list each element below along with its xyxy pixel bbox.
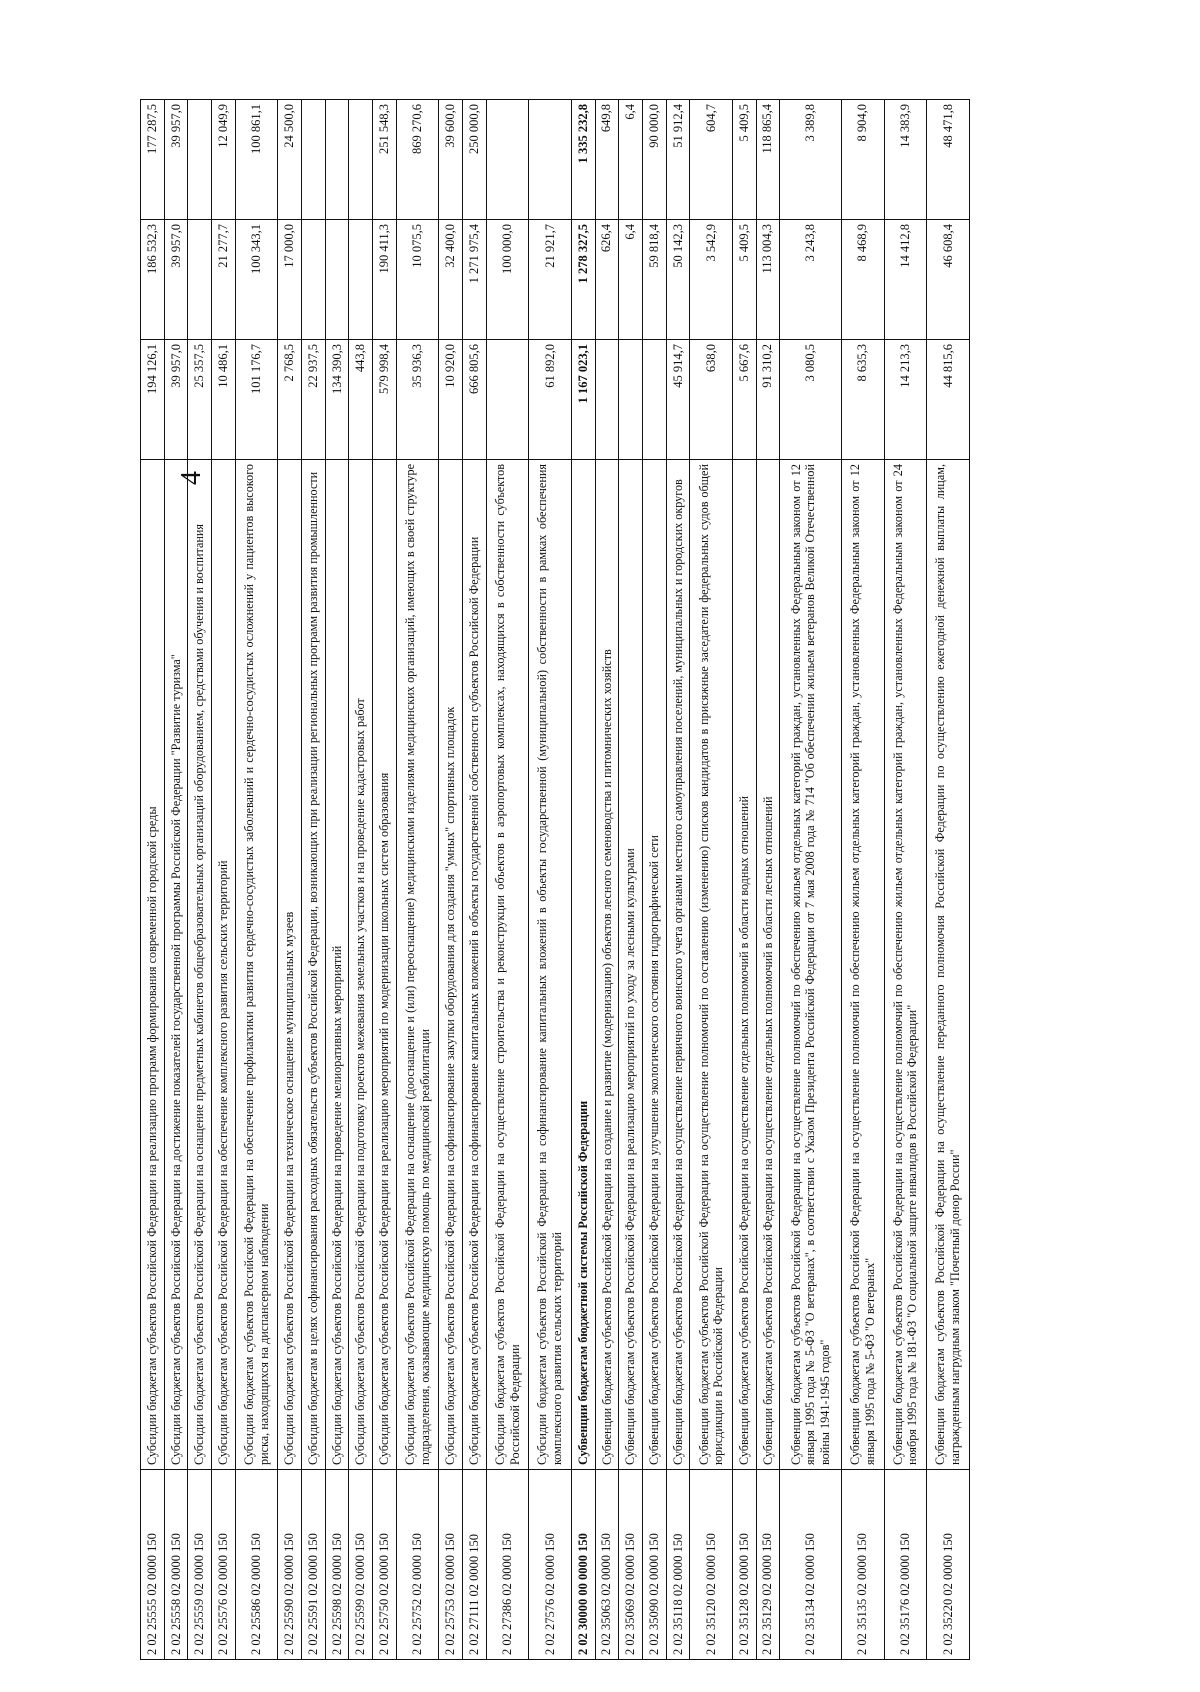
- table-row: [884, 100, 927, 1660]
- description-cell: Субвенции бюджетам субъектов Российской Федерации на осуществление отдельных полномочий в области лесных отношений: [756, 460, 780, 1470]
- budget-code-cell: 2 02 35120 02 0000 150: [690, 1470, 733, 1660]
- description-cell: Субсидии бюджетам в целях софинансирования расходных обязательств субъектов Российской Федерации, возникающих при реализации региональных программ развития промышленности: [302, 460, 326, 1470]
- amount-year2-cell: [188, 220, 212, 340]
- amount-year1-cell: [486, 340, 529, 460]
- description-cell: Субвенции бюджетам субъектов Российской Федерации на осуществление полномочий по обеспечению жильем отдельных категорий граждан, установленных Федеральным законом от 12 января 1995 года № 5-ФЗ "О ветеранах", в соответствии с Указом Президента Российской Федерации от 7 мая 2008 года № 714 "Об обеспечении жильем ветеранов Великой Отечественной войны 1941-1945 годов": [780, 460, 842, 1470]
- amount-year1-cell: 5 667,6: [732, 340, 756, 460]
- amount-year1-cell: [595, 340, 619, 460]
- table-row: [595, 100, 619, 1660]
- amount-year1-cell: 10 486,1: [212, 340, 236, 460]
- table-row: [666, 100, 690, 1660]
- description-cell: Субвенции бюджетам субъектов Российской Федерации на осуществление первичного воинского учета органами местного самоуправления поселений, муниципальных и городских округов: [666, 460, 690, 1470]
- budget-code-cell: 2 02 25555 02 0000 150: [141, 1470, 165, 1660]
- description-cell: Субсидии бюджетам субъектов Российской Федерации на обеспечение профилактики развития сердечно-сосудистых заболеваний и сердечно-сосудистых осложнений у пациентов высокого риска, находящихся на диспансерном наблюдении: [235, 460, 278, 1470]
- budget-code-cell: 2 02 25559 02 0000 150: [188, 1470, 212, 1660]
- description-cell: Субсидии бюджетам субъектов Российской Федерации на оснащение предметных кабинетов общеобразовательных организаций оборудованием, средствами обучения и воспитания: [188, 460, 212, 1470]
- budget-code-cell: 2 02 25590 02 0000 150: [278, 1470, 302, 1660]
- amount-year2-cell: 190 411,3: [373, 220, 397, 340]
- amount-year3-cell: 250 000,0: [463, 100, 487, 220]
- amount-year3-cell: 177 287,5: [141, 100, 165, 220]
- amount-year1-cell: [642, 340, 666, 460]
- amount-year1-cell: 22 937,5: [302, 340, 326, 460]
- table-row: [571, 100, 595, 1660]
- description-cell: Субсидии бюджетам субъектов Российской Федерации на софинансирование капитальных вложений в объекты государственной собственности субъектов Российской Федерации: [463, 460, 487, 1470]
- amount-year1-cell: [619, 340, 643, 460]
- table-row: [780, 100, 842, 1660]
- table-row: [235, 100, 278, 1660]
- amount-year2-cell: 10 075,5: [396, 220, 439, 340]
- table-body: [141, 100, 970, 1660]
- table-row: [732, 100, 756, 1660]
- amount-year2-cell: 1 278 327,5: [571, 220, 595, 340]
- amount-year2-cell: 17 000,0: [278, 220, 302, 340]
- amount-year3-cell: 14 383,9: [884, 100, 927, 220]
- amount-year3-cell: 48 471,8: [927, 100, 970, 220]
- amount-year2-cell: 59 818,4: [642, 220, 666, 340]
- table-row: [212, 100, 236, 1660]
- amount-year3-cell: 649,8: [595, 100, 619, 220]
- amount-year1-cell: 443,8: [349, 340, 373, 460]
- description-cell: Субсидии бюджетам субъектов Российской Федерации на техническое оснащение муниципальных музеев: [278, 460, 302, 1470]
- budget-code-cell: 2 02 27576 02 0000 150: [529, 1470, 572, 1660]
- table-row: [927, 100, 970, 1660]
- amount-year3-cell: 604,7: [690, 100, 733, 220]
- amount-year2-cell: 14 412,8: [884, 220, 927, 340]
- table-row: [373, 100, 397, 1660]
- amount-year1-cell: 10 920,0: [439, 340, 463, 460]
- amount-year3-cell: 24 500,0: [278, 100, 302, 220]
- amount-year3-cell: 51 912,4: [666, 100, 690, 220]
- amount-year1-cell: 666 805,6: [463, 340, 487, 460]
- description-cell: Субвенции бюджетам субъектов Российской Федерации на реализацию мероприятий по уходу за лесными культурами: [619, 460, 643, 1470]
- description-cell: Субвенции бюджетам субъектов Российской Федерации на осуществление переданного полномочия Российской Федерации по осуществлению ежегодной денежной выплаты лицам, награжденным нагрудным знаком "Почетный донор России": [927, 460, 970, 1470]
- budget-code-cell: 2 02 25586 02 0000 150: [235, 1470, 278, 1660]
- description-cell: Субвенции бюджетам субъектов Российской Федерации на осуществление полномочий по составлению (изменению) списков кандидатов в присяжные заседатели федеральных судов общей юрисдикции в Российской Федерации: [690, 460, 733, 1470]
- table-row: [141, 100, 165, 1660]
- description-cell: Субсидии бюджетам субъектов Российской Федерации на софинансирование закупки оборудования для создания "умных" спортивных площадок: [439, 460, 463, 1470]
- amount-year3-cell: 39 957,0: [164, 100, 188, 220]
- description-cell: Субвенции бюджетам субъектов Российской Федерации на улучшение экологического состояния гидрографической сети: [642, 460, 666, 1470]
- budget-code-cell: 2 02 25599 02 0000 150: [349, 1470, 373, 1660]
- amount-year1-cell: 14 213,3: [884, 340, 927, 460]
- description-cell: Субвенции бюджетам субъектов Российской Федерации на создание и развитие (модернизацию) объектов лесного семеноводства и питомнических хозяйств: [595, 460, 619, 1470]
- table-row: [164, 100, 188, 1660]
- amount-year3-cell: 39 600,0: [439, 100, 463, 220]
- budget-code-cell: 2 02 35176 02 0000 150: [884, 1470, 927, 1660]
- table-row: [302, 100, 326, 1660]
- amount-year1-cell: 101 176,7: [235, 340, 278, 460]
- table-row: [463, 100, 487, 1660]
- amount-year2-cell: 113 004,3: [756, 220, 780, 340]
- description-cell: Субсидии бюджетам субъектов Российской Федерации на подготовку проектов межевания земельных участков и на проведение кадастровых работ: [349, 460, 373, 1470]
- amount-year1-cell: 61 892,0: [529, 340, 572, 460]
- amount-year2-cell: 6,4: [619, 220, 643, 340]
- amount-year2-cell: 3 243,8: [780, 220, 842, 340]
- amount-year2-cell: [349, 220, 373, 340]
- budget-revenue-table: [140, 99, 970, 1660]
- amount-year3-cell: 5 409,5: [732, 100, 756, 220]
- amount-year3-cell: 12 049,9: [212, 100, 236, 220]
- amount-year2-cell: 626,4: [595, 220, 619, 340]
- amount-year2-cell: 39 957,0: [164, 220, 188, 340]
- budget-code-cell: 2 02 35063 02 0000 150: [595, 1470, 619, 1660]
- amount-year1-cell: 39 957,0: [164, 340, 188, 460]
- amount-year2-cell: 3 542,9: [690, 220, 733, 340]
- amount-year1-cell: 8 635,3: [842, 340, 885, 460]
- amount-year1-cell: 45 914,7: [666, 340, 690, 460]
- amount-year3-cell: 118 865,4: [756, 100, 780, 220]
- budget-code-cell: 2 02 25591 02 0000 150: [302, 1470, 326, 1660]
- table-row: [486, 100, 529, 1660]
- budget-code-cell: 2 02 25598 02 0000 150: [325, 1470, 349, 1660]
- amount-year3-cell: 6,4: [619, 100, 643, 220]
- amount-year1-cell: 638,0: [690, 340, 733, 460]
- amount-year2-cell: 186 532,3: [141, 220, 165, 340]
- budget-table-sheet: [140, 100, 970, 1660]
- amount-year2-cell: 50 142,3: [666, 220, 690, 340]
- description-cell: Субвенции бюджетам субъектов Российской Федерации на осуществление отдельных полномочий в области водных отношений: [732, 460, 756, 1470]
- amount-year3-cell: 251 548,3: [373, 100, 397, 220]
- description-cell: Субсидии бюджетам субъектов Российской Федерации на осуществление строительства и реконструкции объектов в аэропортовых комплексах, находящихся в собственности субъектов Российской Федерации: [486, 460, 529, 1470]
- description-cell: Субсидии бюджетам субъектов Российской Федерации на оснащение (дооснащение и (или) переоснащение) медицинскими изделиями медицинских организаций, имеющих в своей структуре подразделения, оказывающие медицинскую помощь по медицинской реабилитации: [396, 460, 439, 1470]
- amount-year3-cell: 1 335 232,8: [571, 100, 595, 220]
- amount-year3-cell: [302, 100, 326, 220]
- budget-code-cell: 2 02 25576 02 0000 150: [212, 1470, 236, 1660]
- table-row: [690, 100, 733, 1660]
- budget-code-cell: 2 02 25753 02 0000 150: [439, 1470, 463, 1660]
- budget-code-cell: 2 02 27386 02 0000 150: [486, 1470, 529, 1660]
- budget-code-cell: 2 02 25558 02 0000 150: [164, 1470, 188, 1660]
- description-cell: Субвенции бюджетам субъектов Российской Федерации на осуществление полномочий по обеспечению жильем отдельных категорий граждан, установленных Федеральным законом от 12 января 1995 года № 5-ФЗ "О ветеранах": [842, 460, 885, 1470]
- amount-year3-cell: 100 861,1: [235, 100, 278, 220]
- amount-year2-cell: 1 271 975,4: [463, 220, 487, 340]
- amount-year3-cell: [486, 100, 529, 220]
- table-row: [349, 100, 373, 1660]
- budget-code-cell: 2 02 35090 02 0000 150: [642, 1470, 666, 1660]
- amount-year2-cell: [325, 220, 349, 340]
- description-cell: Субсидии бюджетам субъектов Российской Федерации на достижение показателей государственной программы Российской Федерации "Развитие туризма": [164, 460, 188, 1470]
- amount-year1-cell: 579 998,4: [373, 340, 397, 460]
- amount-year3-cell: 90 000,0: [642, 100, 666, 220]
- description-cell: Субсидии бюджетам субъектов Российской Федерации на реализацию мероприятий по модернизации школьных систем образования: [373, 460, 397, 1470]
- table-row: [619, 100, 643, 1660]
- table-row: [756, 100, 780, 1660]
- table-row: [642, 100, 666, 1660]
- amount-year1-cell: 25 357,5: [188, 340, 212, 460]
- description-cell: Субсидии бюджетам субъектов Российской Федерации на проведение мелиоративных мероприятий: [325, 460, 349, 1470]
- table-row: [278, 100, 302, 1660]
- budget-code-cell: 2 02 27111 02 0000 150: [463, 1470, 487, 1660]
- amount-year3-cell: [349, 100, 373, 220]
- amount-year2-cell: 46 608,4: [927, 220, 970, 340]
- amount-year1-cell: 1 167 023,1: [571, 340, 595, 460]
- amount-year3-cell: [188, 100, 212, 220]
- amount-year3-cell: [529, 100, 572, 220]
- table-row: [188, 100, 212, 1660]
- description-cell: Субвенции бюджетам бюджетной системы Российской Федерации: [571, 460, 595, 1470]
- description-cell: Субсидии бюджетам субъектов Российской Федерации на обеспечение комплексного развития сельских территорий: [212, 460, 236, 1470]
- description-cell: Субсидии бюджетам субъектов Российской Федерации на реализацию программ формирования современной городской среды: [141, 460, 165, 1470]
- amount-year1-cell: 134 390,3: [325, 340, 349, 460]
- description-cell: Субсидии бюджетам субъектов Российской Федерации на софинансирование капитальных вложений в объекты государственной (муниципальной) собственности в рамках обеспечения комплексного развития сельских территорий: [529, 460, 572, 1470]
- budget-code-cell: 2 02 35220 02 0000 150: [927, 1470, 970, 1660]
- description-cell: Субвенции бюджетам субъектов Российской Федерации на осуществление полномочий по обеспечению жильем отдельных категорий граждан, установленных Федеральным законом от 24 ноября 1995 года № 181-ФЗ "О социальной защите инвалидов в Российской Федерации": [884, 460, 927, 1470]
- amount-year3-cell: 3 389,8: [780, 100, 842, 220]
- amount-year3-cell: 8 904,0: [842, 100, 885, 220]
- amount-year2-cell: 100 000,0: [486, 220, 529, 340]
- amount-year3-cell: [325, 100, 349, 220]
- budget-code-cell: 2 02 35129 02 0000 150: [756, 1470, 780, 1660]
- amount-year2-cell: 21 277,7: [212, 220, 236, 340]
- table-row: [842, 100, 885, 1660]
- budget-code-cell: 2 02 25750 02 0000 150: [373, 1470, 397, 1660]
- amount-year1-cell: 44 815,6: [927, 340, 970, 460]
- amount-year1-cell: 2 768,5: [278, 340, 302, 460]
- table-row: [439, 100, 463, 1660]
- amount-year1-cell: 91 310,2: [756, 340, 780, 460]
- budget-code-cell: 2 02 35128 02 0000 150: [732, 1470, 756, 1660]
- amount-year2-cell: 32 400,0: [439, 220, 463, 340]
- amount-year2-cell: 100 343,1: [235, 220, 278, 340]
- amount-year1-cell: 194 126,1: [141, 340, 165, 460]
- amount-year2-cell: [302, 220, 326, 340]
- amount-year1-cell: 35 936,3: [396, 340, 439, 460]
- budget-code-cell: 2 02 25752 02 0000 150: [396, 1470, 439, 1660]
- table-row: [325, 100, 349, 1660]
- amount-year2-cell: 5 409,5: [732, 220, 756, 340]
- amount-year1-cell: 3 080,5: [780, 340, 842, 460]
- amount-year3-cell: 869 270,6: [396, 100, 439, 220]
- amount-year2-cell: 8 468,9: [842, 220, 885, 340]
- budget-code-cell: 2 02 30000 00 0000 150: [571, 1470, 595, 1660]
- amount-year2-cell: 21 921,7: [529, 220, 572, 340]
- budget-code-cell: 2 02 35118 02 0000 150: [666, 1470, 690, 1660]
- table-row: [529, 100, 572, 1660]
- budget-code-cell: 2 02 35069 02 0000 150: [619, 1470, 643, 1660]
- table-row: [396, 100, 439, 1660]
- page-number: 4: [176, 471, 207, 485]
- budget-code-cell: 2 02 35135 02 0000 150: [842, 1470, 885, 1660]
- budget-code-cell: 2 02 35134 02 0000 150: [780, 1470, 842, 1660]
